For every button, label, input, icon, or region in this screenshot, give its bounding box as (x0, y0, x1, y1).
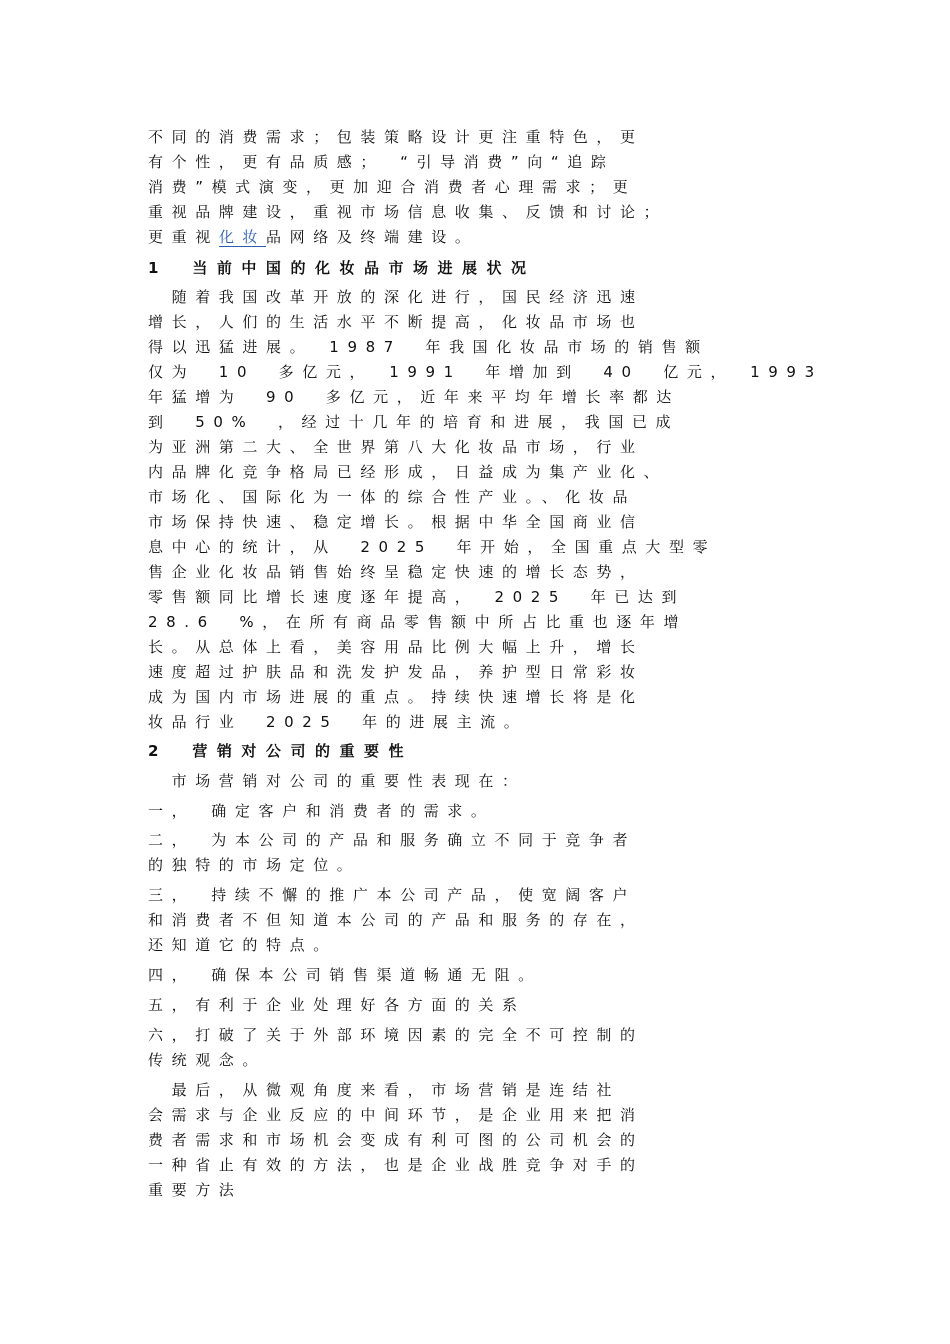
list-item: 的独特的市场定位。 (148, 856, 361, 874)
paragraph-line: 增长，人们的生活水平不断提高，化妆品市场也 (148, 313, 644, 331)
paragraph-line: 成为国内市场进展的重点。持续快速增长将是化 (148, 688, 644, 706)
paragraph-line: 售企业化妆品销售始终呈稳定快速的增长态势， (148, 563, 644, 581)
paragraph-line: 得以迅猛进展。 1987 年我国化妆品市场的销售额 (148, 338, 709, 356)
paragraph-line: 为亚洲第二大、全世界第八大化妆品市场，行业 (148, 438, 644, 456)
list-item: 六，打破了关于外部环境因素的完全不可控制的 (148, 1026, 644, 1044)
paragraph-line: 费者需求和市场机会变成有利可图的公司机会的 (148, 1131, 644, 1149)
list-item: 三， 持续不懈的推广本公司产品，使宽阔客户 (148, 886, 637, 904)
list-item: 一， 确定客户和消费者的需求。 (148, 802, 495, 820)
intro-line (148, 227, 808, 247)
list-item: 和消费者不但知道本公司的产品和服务的存在， (148, 911, 644, 929)
intro-line: 重视品牌建设，重视市场信息收集、反馈和讨论； (148, 203, 668, 221)
intro-line: 有个性，更有品质感； “引导消费”向“追踪 (148, 153, 615, 171)
paragraph-line: 长。从总体上看，美容用品比例大幅上升，增长 (148, 638, 644, 656)
paragraph-line: 28.6 %，在所有商品零售额中所占比重也逐年增 (148, 613, 688, 631)
list-item: 四， 确保本公司销售渠道畅通无阻。 (148, 966, 542, 984)
cosmetics-link[interactable]: 化妆 (218, 228, 267, 246)
paragraph-line: 会需求与企业反应的中间环节，是企业用来把消 (148, 1106, 644, 1124)
paragraph-line: 零售额同比增长速度逐年提高， 2025 年已达到 (148, 588, 686, 606)
intro-line: 消费”模式演变，更加迎合消费者心理需求；更 (148, 178, 637, 196)
paragraph-line: 随着我国改革开放的深化进行，国民经济迅速 (148, 288, 644, 306)
paragraph-line: 仅为 10 多亿元， 1991 年增加到 40 亿元， 1993 (148, 363, 823, 381)
list-item: 二， 为本公司的产品和服务确立不同于竞争者 (148, 831, 637, 849)
paragraph-line: 市场保持快速、稳定增长。根据中华全国商业信 (148, 513, 644, 531)
paragraph-line: 重要方法 (148, 1181, 243, 1199)
list-item: 五，有利于企业处理好各方面的关系 (148, 996, 526, 1014)
list-item: 传统观念。 (148, 1051, 267, 1069)
paragraph-line: 最后，从微观角度来看，市场营销是连结社 (148, 1081, 621, 1099)
section-heading: 2 营销对公司的重要性 (148, 742, 413, 760)
list-item: 还知道它的特点。 (148, 936, 337, 954)
paragraph-line: 妆品行业 2025 年的进展主流。 (148, 713, 528, 731)
intro-text: 更重视 (148, 228, 219, 246)
intro-text: 品网络及终端建设。 (266, 228, 479, 246)
paragraph-line: 息中心的统计，从 2025 年开始，全国重点大型零 (148, 538, 717, 556)
paragraph-line: 速度超过护肤品和洗发护发品，养护型日常彩妆 (148, 663, 644, 681)
intro-line: 不同的消费需求；包装策略设计更注重特色，更 (148, 128, 644, 146)
paragraph-line: 到 50% ，经过十几年的培育和进展，我国已成 (148, 413, 680, 431)
paragraph-line: 一种省止有效的方法，也是企业战胜竞争对手的 (148, 1156, 644, 1174)
paragraph-line: 市场化、国际化为一体的综合性产业。、化妆品 (148, 488, 637, 506)
paragraph-line: 内品牌化竞争格局已经形成，日益成为集产业化、 (148, 463, 668, 481)
section-heading: 1 当前中国的化妆品市场进展状况 (148, 259, 536, 277)
paragraph-line: 市场营销对公司的重要性表现在： (148, 772, 526, 790)
paragraph-line: 年猛增为 90 多亿元，近年来平均年增长率都达 (148, 388, 680, 406)
